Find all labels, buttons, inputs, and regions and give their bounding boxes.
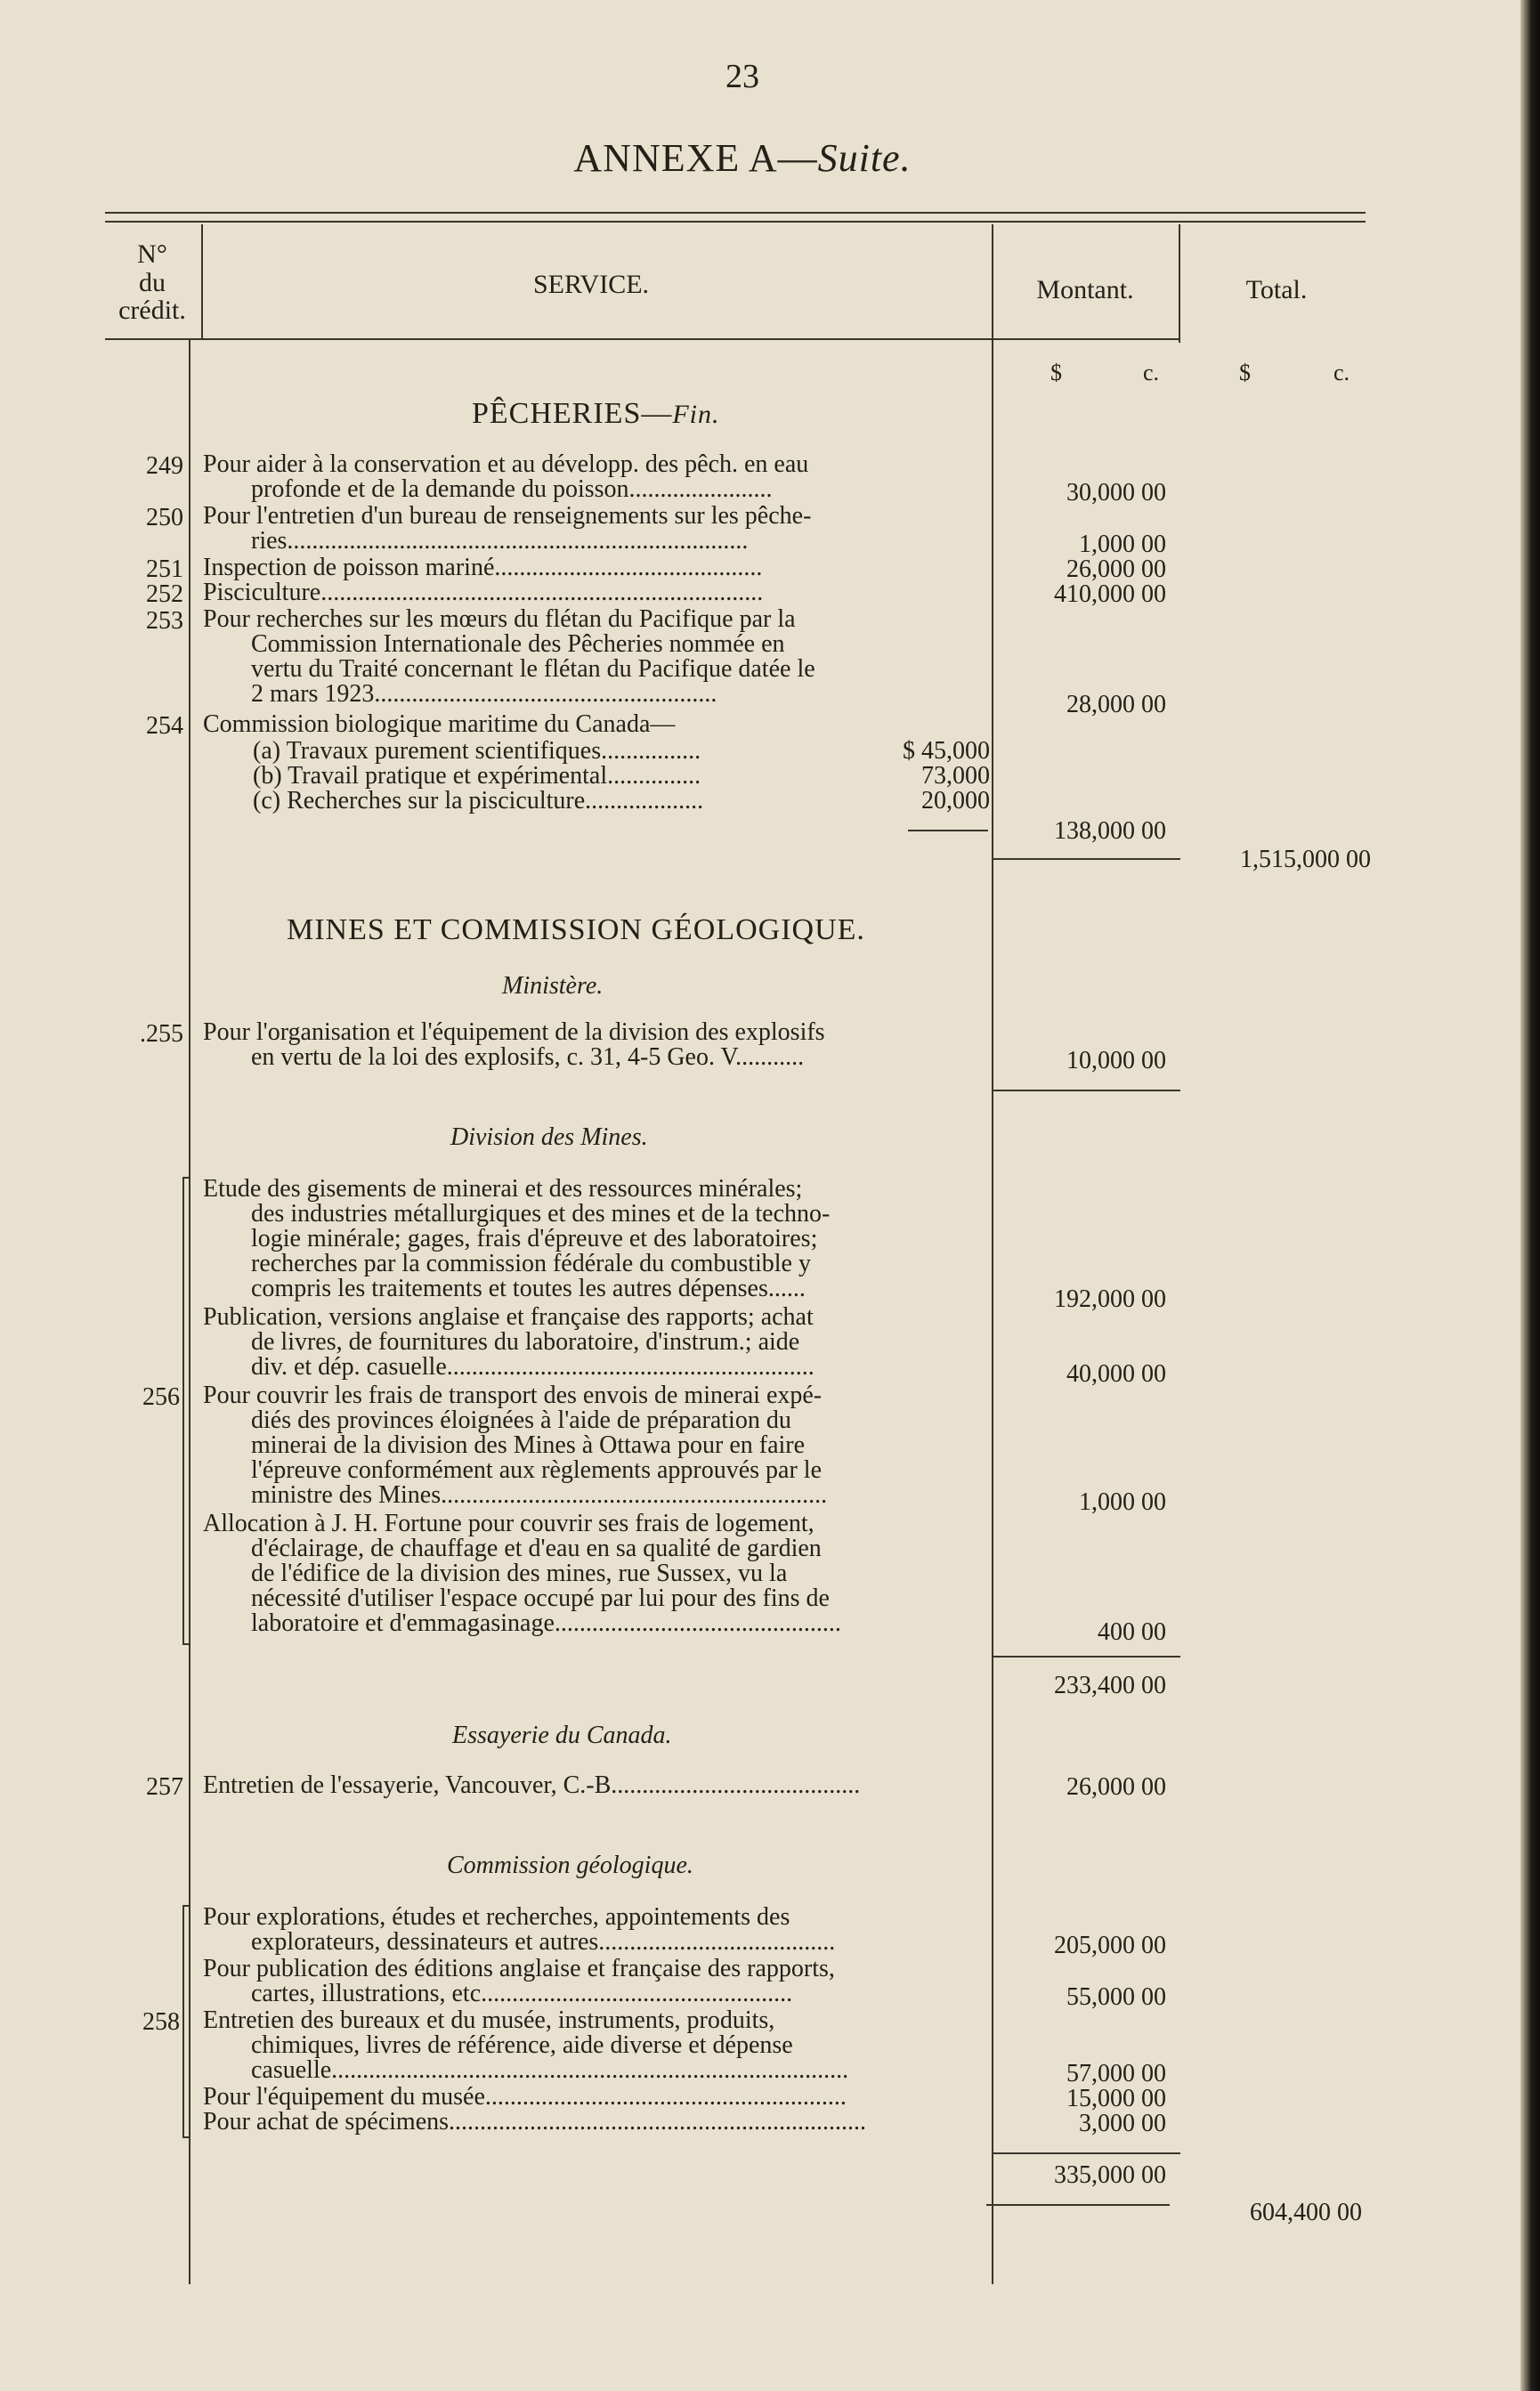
item-254-title: Commission biologique maritime du Canada— (203, 710, 676, 738)
col-header-service: SERVICE. (532, 270, 650, 299)
division-item-4-line: laboratoire et d'emmagasinage.............................................. (251, 1609, 841, 1637)
amount-253: 28,000 00 (1066, 691, 1166, 718)
bracket-256 (182, 1177, 190, 1645)
division-item-2-line: div. et dép. casuelle........................................................... (251, 1353, 815, 1381)
pecheries-total: 1,515,000 00 (1240, 846, 1371, 873)
subsection-division-mines: Division des Mines. (450, 1123, 648, 1151)
subsection-commission: Commission géologique. (447, 1852, 693, 1879)
credit-256: 256 (142, 1383, 180, 1411)
item-254-a-value: $ 45,000 (903, 737, 990, 765)
item-249-line: profonde et de la demande du poisson....................... (251, 475, 773, 503)
col-header-no (100, 240, 205, 325)
commission-sum-rule (993, 2152, 1180, 2154)
amount-commission-2: 55,000 00 (1066, 1983, 1166, 2011)
commission-item-2-line: Pour publication des éditions anglaise et française des rapports, (203, 1955, 835, 1982)
item-257: Entretien de l'essayerie, Vancouver, C.-B........................................ (203, 1771, 861, 1799)
division-item-1-line: compris les traitements et toutes les autres dépenses...... (251, 1275, 806, 1302)
division-item-4-line: nécessité d'utiliser l'espace occupé par lui pour des fins de (251, 1585, 830, 1612)
commission-item-5: Pour achat de spécimens................................................................... (203, 2108, 867, 2136)
item-253-line: vertu du Traité concernant le flétan du Pacifique datée le (251, 655, 815, 683)
amount-250: 1,000 00 (1079, 531, 1166, 558)
subsection-essayerie: Essayerie du Canada. (452, 1722, 672, 1749)
bio-sum-rule (908, 830, 988, 831)
division-item-1-line: des industries métallurgiques et des mines et de la techno- (251, 1200, 831, 1228)
mines-total-rule (986, 2204, 1170, 2206)
amount-commission-3: 57,000 00 (1066, 2060, 1166, 2087)
commission-item-2-line: cartes, illustrations, etc.................................................. (251, 1980, 793, 2007)
item-250-line: ries.......................................................................... (251, 527, 749, 555)
section-pecheries-title (472, 397, 720, 431)
division-item-3-line: minerai de la division des Mines à Ottawa pour en faire (251, 1431, 806, 1459)
pecheries-subtotal-rule (993, 858, 1180, 860)
commission-item-1 (203, 1905, 835, 1955)
credit-253: 253 (146, 607, 183, 635)
bracket-258 (182, 1905, 190, 2138)
item-254-c-value: 20,000 (921, 787, 990, 815)
item-253 (203, 607, 815, 707)
item-253-line: 2 mars 1923....................................................... (251, 680, 717, 708)
credit-255: .255 (140, 1020, 183, 1048)
item-255-line: Pour l'organisation et l'équipement de la division des explosifs (203, 1018, 825, 1046)
amount-249: 30,000 00 (1066, 479, 1166, 507)
item-255-line: en vertu de la loi des explosifs, c. 31, 4-5 Geo. V........... (251, 1043, 805, 1071)
annex-suffix: Suite. (817, 136, 912, 180)
amount-division-2: 40,000 00 (1066, 1360, 1166, 1388)
col-no-line-1: N° (137, 239, 167, 269)
credit-252: 252 (146, 580, 183, 608)
total-cents: c. (1333, 360, 1350, 385)
amount-254: 138,000 00 (1054, 817, 1166, 845)
pecheries-title: PÊCHERIES— (472, 397, 673, 430)
subsection-ministere: Ministère. (502, 972, 604, 1000)
division-item-1-line: logie minérale; gages, frais d'épreuve et des laboratoires; (251, 1225, 818, 1252)
item-253-line: Pour recherches sur les mœurs du flétan du Pacifique par la (203, 605, 796, 633)
commission-item-3-line: chimiques, livres de référence, aide diverse et dépense (251, 2031, 793, 2059)
item-249 (203, 452, 808, 502)
amount-division-3: 1,000 00 (1079, 1488, 1166, 1516)
item-254-b-value: 73,000 (921, 762, 990, 790)
commission-subtotal: 335,000 00 (1054, 2161, 1166, 2189)
amount-division-4: 400 00 (1098, 1618, 1166, 1646)
division-item-4-line: de l'édifice de la division des mines, rue Sussex, vu la (251, 1560, 788, 1587)
item-254-a: (a) Travaux purement scientifiques................ (253, 737, 701, 765)
commission-item-3 (203, 2008, 848, 2083)
item-254-b: (b) Travail pratique et expérimental............... (253, 762, 701, 790)
amount-252: 410,000 00 (1054, 580, 1166, 608)
item-250-line: Pour l'entretien d'un bureau de renseignements sur les pêche- (203, 502, 812, 530)
section-mines-title: MINES ET COMMISSION GÉOLOGIQUE. (287, 913, 865, 946)
item-254-c: (c) Recherches sur la pisciculture................... (253, 787, 704, 815)
credit-257: 257 (146, 1773, 183, 1801)
header-divider-1 (201, 224, 203, 338)
col-header-montant: Montant. (1036, 275, 1134, 304)
credit-258: 258 (142, 2008, 180, 2036)
division-item-2-line: de livres, de fournitures du laboratoire, d'instrum.; aide (251, 1328, 800, 1356)
commission-item-4: Pour l'équipement du musée.......................................................... (203, 2083, 847, 2111)
item-255 (203, 1020, 825, 1070)
division-item-3-line: l'épreuve conformément aux règlements approuvés par le (251, 1456, 823, 1484)
col-no-line-3: crédit. (118, 296, 186, 325)
amount-257: 26,000 00 (1066, 1773, 1166, 1801)
division-item-1-line: Etude des gisements de minerai et des ressources minérales; (203, 1175, 803, 1203)
total-dollar: $ (1239, 360, 1251, 385)
annex-title: ANNEXE A— (573, 136, 818, 180)
col-header-total: Total. (1245, 275, 1308, 304)
annex-heading (0, 135, 1485, 181)
item-250 (203, 504, 811, 554)
amount-commission-4: 15,000 00 (1066, 2085, 1166, 2112)
division-item-4-line: Allocation à J. H. Fortune pour couvrir ses frais de logement, (203, 1510, 815, 1537)
montant-dollar: $ (1050, 360, 1062, 385)
top-rule-1 (105, 212, 1366, 214)
commission-item-3-line: casuelle................................................................................... (251, 2056, 849, 2084)
credit-249: 249 (146, 452, 183, 480)
amount-251: 26,000 00 (1066, 555, 1166, 583)
col-no-line-2: du (139, 267, 166, 297)
commission-item-2 (203, 1957, 835, 2006)
page-number: 23 (725, 58, 759, 95)
division-item-2 (203, 1305, 815, 1380)
header-divider-3 (1179, 224, 1180, 343)
division-item-2-line: Publication, versions anglaise et française des rapports; achat (203, 1303, 814, 1331)
division-item-4-line: d'éclairage, de chauffage et d'eau en sa qualité de gardien (251, 1535, 822, 1562)
division-item-3-line: diés des provinces éloignées à l'aide de préparation du (251, 1406, 791, 1434)
item-249-line: Pour aider à la conservation et au développ. des pêch. en eau (203, 450, 809, 478)
division-subtotal: 233,400 00 (1054, 1672, 1166, 1699)
credit-251: 251 (146, 555, 183, 583)
division-item-4 (203, 1512, 841, 1636)
top-rule-2 (105, 221, 1366, 223)
division-item-3 (203, 1383, 827, 1508)
division-item-1-line: recherches par la commission fédérale du combustible y (251, 1250, 811, 1277)
pecheries-suffix: Fin. (672, 400, 720, 429)
credit-250: 250 (146, 504, 183, 531)
book-spine-shadow (1520, 0, 1540, 2391)
amount-commission-1: 205,000 00 (1054, 1932, 1166, 1959)
division-item-3-line: ministre des Mines.............................................................. (251, 1481, 828, 1509)
montant-cents: c. (1143, 360, 1160, 385)
commission-item-3-line: Entretien des bureaux et du musée, instruments, produits, (203, 2006, 775, 2034)
division-sum-rule (993, 1656, 1180, 1657)
division-item-1 (203, 1177, 830, 1301)
credit-254: 254 (146, 712, 183, 740)
item-251: Inspection de poisson mariné........................................... (203, 554, 763, 581)
commission-item-1-line: explorateurs, dessinateurs et autres...................................... (251, 1928, 836, 1956)
amount-255: 10,000 00 (1066, 1047, 1166, 1074)
rule-255 (993, 1090, 1180, 1091)
mines-total: 604,400 00 (1250, 2199, 1362, 2226)
amount-division-1: 192,000 00 (1054, 1285, 1166, 1313)
amount-commission-5: 3,000 00 (1079, 2110, 1166, 2137)
item-253-line: Commission Internationale des Pêcheries nommée en (251, 630, 785, 658)
commission-item-1-line: Pour explorations, études et recherches, appointements des (203, 1903, 790, 1931)
division-item-3-line: Pour couvrir les frais de transport des envois de minerai expé- (203, 1382, 823, 1409)
header-bottom-rule (105, 338, 1180, 340)
item-252: Pisciculture....................................................................... (203, 579, 764, 606)
